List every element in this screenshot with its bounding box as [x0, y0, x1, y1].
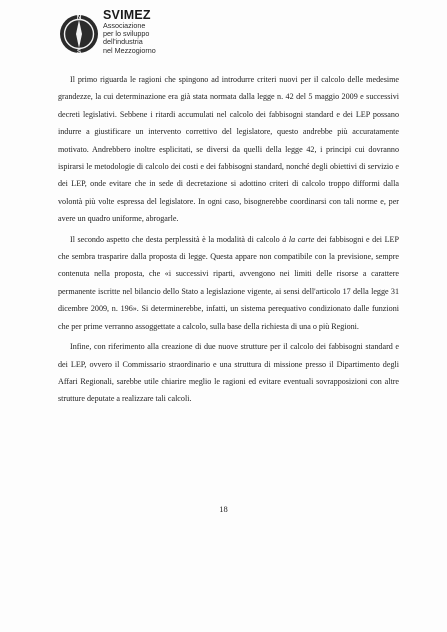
org-name: SVIMEZ: [103, 8, 151, 22]
logo-text: [103, 9, 156, 55]
document-body: [58, 71, 399, 411]
svimez-logo: [59, 9, 179, 63]
paragraph-2: [58, 231, 399, 335]
paragraph-1: Il primo riguarda le ragioni che spingono ad introdurre criteri nuovi per il calcolo delle medesime grandezze, la cui determinazione era già stata normata dalla legge n. 42 del 5 maggio 2009 e successivi decreti legislativi. Sebbene i ritardi accumulati nel calcolo dei fabbisogni standard e dei LEP possano indurre a giustificare un intervento correttivo del legislatore, questo andrebbe più accuratamente motivato. Andrebbero inoltre esplicitati, se diversi da quelli della legge 42, i principi cui dovranno ispirarsi le metodologie di calcolo dei costi e dei fabbisogni standard, nonché degli obiettivi di servizio e dei LEP, onde evitare che in sede di decretazione si adottino criteri di calcolo troppo difformi dalla volontà più volte espressa del legislatore. In ogni caso, bisognerebbe coordinarsi con tali norme e, per avere un quadro uniforme, abrogarle.: [58, 75, 399, 224]
compass-logo-icon: [59, 12, 99, 56]
compass-north-letter: N: [76, 15, 82, 21]
paragraph-2-part-1: Il secondo aspetto che desta perplessità è la modalità di calcolo: [70, 234, 283, 244]
page-number: 18: [219, 504, 228, 514]
org-line: Associazione: [103, 21, 146, 30]
org-line: per lo sviluppo: [103, 29, 150, 39]
org-line: nel Mezzogiorno: [103, 45, 156, 55]
compass-south-letter: S: [76, 49, 82, 56]
org-line: dell'industria: [103, 37, 143, 47]
italic-phrase: à la carte: [282, 234, 315, 244]
paragraph-2-part-2: dei fabbisogni e dei LEP che sembra trasparire dalla proposta di legge. Questa appare non compatibile con la previsione, sempre contenuta nella proposta, che «i successivi riparti, avvengono nei limiti delle risorse a carattere permanente iscritte nel bilancio dello Stato a legislazione vigente, ai sensi dell'articolo 17 della legge 31 dicembre 2009, n. 196». Si determinerebbe, infatti, un sistema perequativo condizionato dalle funzioni che per prime verranno assoggettate a calcolo, sulla base della richiesta di una o più Regioni.: [58, 234, 399, 331]
paragraph-3: Infine, con riferimento alla creazione di due nuove strutture per il calcolo dei fabbisogni standard e dei LEP, ovvero il Commissario straordinario e una struttura di missione presso il Dipartimento degli Affari Regionali, sarebbe utile chiarire meglio le ragioni ed evitare eventuali sovrapposizioni con altre strutture deputate a realizzare tali calcoli.: [58, 342, 399, 404]
